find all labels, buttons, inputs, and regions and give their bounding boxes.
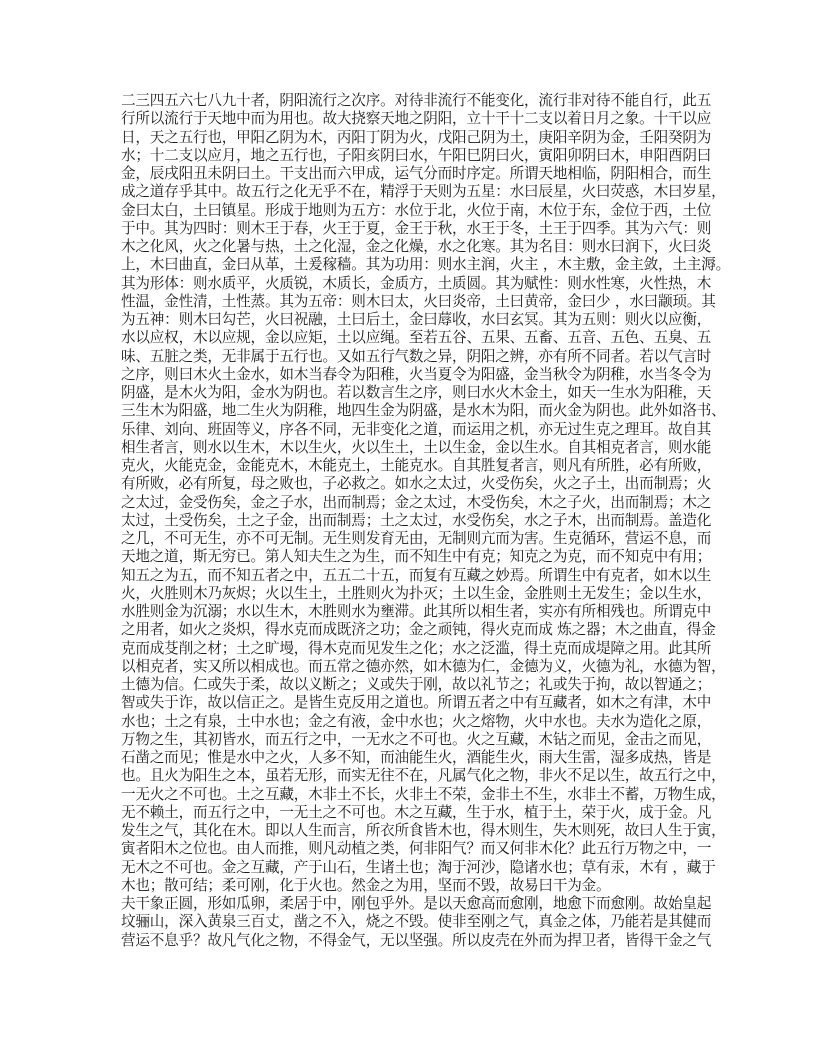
text-line: 发生之气，其化在木。即以人生而言，所衣所食皆木也，得木则生，失木则死，故曰人生于寅， <box>121 822 726 839</box>
text-line: 上，木曰曲直，金曰从革，土爰稼穑。其为功用：则水主润，火主 ，木主敷，金主敛，土主溽。 <box>121 256 730 274</box>
text-line: 克而成芟削之材；土之旷墁，得木克而见发生之化；水之泛滥，得土克而成堤障之用。此其所 <box>121 639 712 657</box>
text-line: 之用者，如火之炎炽，得水克而成既济之功；金之顽钝，得火克而成 炼之器；木之曲直，得金 <box>121 621 716 639</box>
text-line: 土德为信。仁或失于柔，故以义断之；义或失于刚，故以礼节之；礼或失于拘，故以智通之； <box>121 676 712 693</box>
text-line: 性温，金性清，土性蒸。其为五帝：则木曰太，火曰炎帝，土曰黄帝，金曰少 ，水曰颛顼。其 <box>121 292 716 310</box>
text-line: 乐律、刘向、班固等义，序各不同，无非变化之道，而运用之机，亦无过生克之理耳。故自其 <box>121 420 712 438</box>
text-line: 智或失于诈，故以信正之。是皆生克反用之道也。所谓五者之中有互藏者，如木之有津，木中 <box>121 694 712 712</box>
text-line: 金，辰戌阳丑未阴曰土。干支出而六甲成，运气分而时序定。所谓天地相临，阴阳相合，而生 <box>121 165 712 182</box>
text-line: 金曰太白，土曰镇星。形成于地则为五方：水位于北，火位于南，木位于东，金位于西，土位 <box>121 201 712 219</box>
text-line: 成之道存乎其中。故五行之化无乎不在，精浮于天则为五星：水曰辰星，火曰荧惑，木曰岁星， <box>121 183 726 201</box>
text-line: 石凿之而见；惟是水中之火，人多不知，而油能生火，酒能生火，雨大生雷，湿多成热，皆是 <box>121 749 712 766</box>
text-line: 营运不息乎？故凡气化之物，不得金气，无以坚强。所以皮壳在外而为捍卫者，皆得干金之气 <box>121 931 712 949</box>
text-line: 也。且火为阳生之本，虽若无形，而实无往不在，凡属气化之物，非火不足以生，故五行之中， <box>121 767 726 785</box>
text-line: 其为形体：则水质平，火质锐，木质长，金质方，土质圆。其为赋性：则水性寒，火性热，木 <box>121 274 712 292</box>
text-line: 日，天之五行也，甲阳乙阴为木，丙阳丁阴为火，戊阳己阴为土，庚阳辛阴为金，壬阳癸阴为 <box>121 128 712 146</box>
text-line: 之几，不可无生，亦不可无制。无生则发育无由，无制则亢而为害。生克循环，营运不息，而 <box>121 530 712 547</box>
text-line: 三生木为阳盛，地二生火为阴稚，地四生金为阴盛，是水木为阳，而火金为阴也。此外如洛书、 <box>121 402 726 420</box>
text-line: 行所以流行于天地中而为用也。故大挠察天地之阴阳，立十干十二支以着日月之象。十干以应 <box>121 110 712 128</box>
text-line: 以相克者，实又所以相成也。而五常之德亦然，如木德为仁，金德为义，火德为礼，水德为智， <box>121 657 726 675</box>
text-line: 之序，则曰木火土金水，如木当春令为阳稚，火当夏令为阳盛，金当秋令为阴稚，水当冬令为 <box>121 365 712 383</box>
text-line: 木也；散可结；柔可刚，化于火也。然金之为用，坚而不毁，故易曰干为金。 <box>121 876 611 894</box>
text-line: 无不赖土，而五行之中，一无土之不可也。木之互藏，生于水，植于土，荣于火，成于金。凡 <box>121 803 712 821</box>
text-line: 水胜则金为沉溺；水以生木，木胜则水为壅滞。此其所以相生者，实亦有所相残也。所谓克中 <box>121 603 712 620</box>
text-line: 夫干象正圆，形如瓜卵，柔居于中，刚包乎外。是以天愈高而愈刚，地愈下而愈刚。故始皇起 <box>121 895 712 912</box>
text-line: 水；十二支以应月，地之五行也，子阳亥阴曰水，午阳巳阴曰火，寅阳卯阴曰木，申阳酉阴曰 <box>121 146 712 164</box>
text-line: 于中。其为四时：则木王于春，火王于夏，金王于秋，水王于冬，土王于四季。其为六气：则 <box>121 219 712 237</box>
text-line: 有所败，必有所复，母之败也，子必救之。如水之太过，火受伤矣，火之子土，出而制焉；火 <box>121 475 712 493</box>
text-line: 万物之生，其初皆水，而五行之中，一无水之不可也。火之互藏，木钻之而见，金击之而见， <box>121 730 712 748</box>
text-line: 二三四五六七八九十者，阴阳流行之次序。对待非流行不能变化，流行非对待不能自行，此五 <box>121 92 712 109</box>
paragraph-1 <box>121 92 730 895</box>
paragraph-2 <box>121 895 712 950</box>
text-line: 坟骊山，深入黄泉三百丈，凿之不入，烧之不毁。使非至刚之气，真金之体，乃能若是其健而 <box>121 913 712 931</box>
text-line: 木之化风，火之化暑与热，土之化湿，金之化燥，水之化寒。其为名目：则水曰润下，火曰炎 <box>121 238 712 255</box>
text-line: 水也；土之有泉，土中水也；金之有液，金中水也；火之熔物，火中水也。夫水为造化之原， <box>121 712 712 730</box>
text-line: 味、五脏之类，无非属于五行也。又如五行气数之异，阴阳之辨，亦有所不同者。若以气言时 <box>121 347 712 365</box>
text-line: 无木之不可也。金之互藏，产于山石，生诸土也；淘于河沙，隐诸水也；草有汞，木有 ，藏于 <box>121 858 716 876</box>
text-line: 阴盛，是木火为阳，金水为阴也。若以数言生之序，则曰水火木金土，如天一生水为阳稚，天 <box>121 384 712 401</box>
text-line: 太过，土受伤矣，土之子金，出而制焉；土之太过，水受伤矣，水之子木，出而制焉。盖造化 <box>121 511 712 529</box>
text-line: 水以应权，木以应规，金以应矩，土以应绳。至若五谷、五果、五畜、五音、五色、五臭、五 <box>121 329 712 347</box>
text-line: 相生者言，则水以生木，木以生火，火以生土，土以生金，金以生水。自其相克者言，则水能 <box>121 438 712 456</box>
text-line: 知五之为五，而不知五者之中，五五二十五，而复有互藏之妙焉。所谓生中有克者，如木以生 <box>121 566 712 584</box>
text-line: 之太过，金受伤矣，金之子水，出而制焉；金之太过，木受伤矣，木之子火，出而制焉；木之 <box>121 493 712 511</box>
document-page <box>121 92 730 950</box>
text-line: 天地之道，斯无穷已。第人知夫生之为生，而不知生中有克；知克之为克，而不知克中有用； <box>121 548 712 566</box>
text-line: 火，火胜则木乃灰烬；火以生土，土胜则火为扑灭；土以生金，金胜则土无发生；金以生水， <box>121 584 712 602</box>
text-line: 寅者阳木之位也。由人而推，则凡动植之类，何非阳气？而又何非木化？此五行万物之中，一 <box>121 840 712 858</box>
text-line: 克火，火能克金，金能克木，木能克土，土能克水。自其胜复者言，则凡有所胜，必有所败， <box>121 457 712 474</box>
text-line: 为五神：则木曰勾芒，火曰祝融，土曰后土，金曰蓐收，水曰玄冥。其为五则：则火以应衡， <box>121 311 712 328</box>
text-line: 一无火之不可也。土之互藏，木非土不长，火非土不荣，金非土不生，水非土不蓄，万物生成， <box>121 785 726 803</box>
